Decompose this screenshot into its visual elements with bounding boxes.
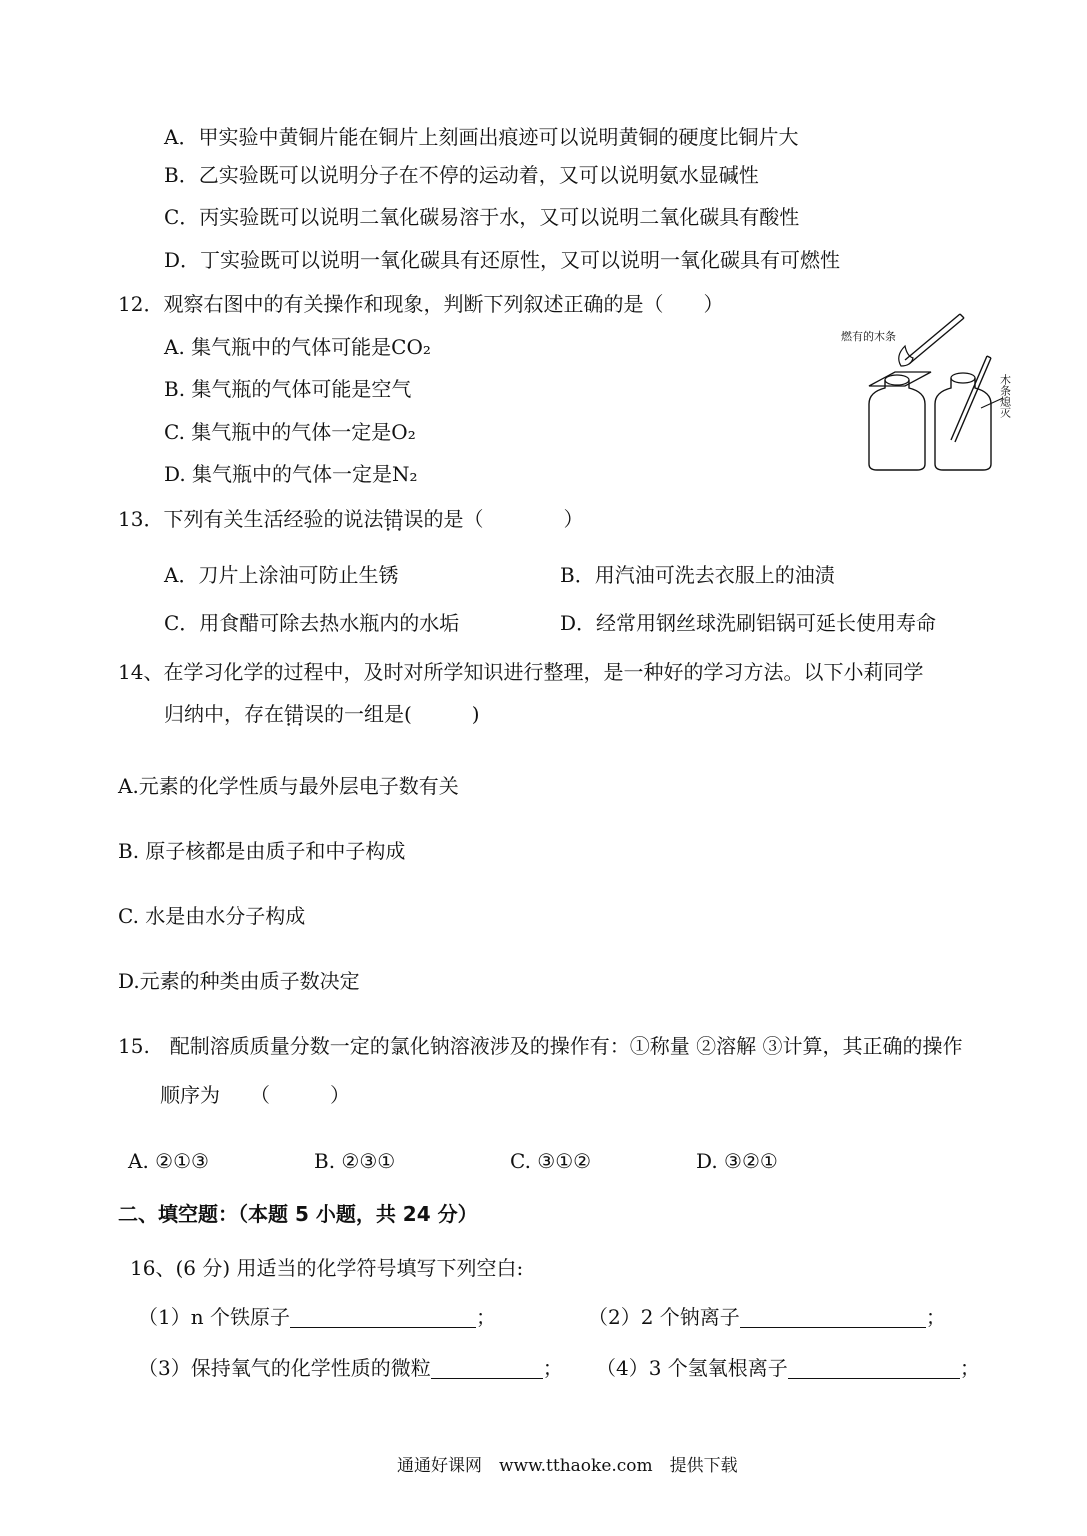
q12-option-b: B. 集气瓶的气体可能是空气	[164, 377, 412, 401]
q14-stem-line2	[164, 702, 480, 726]
q14-stem-after: 的一组是( )	[324, 702, 480, 726]
q16-item-3-label: （3）保持氧气的化学性质的微粒	[138, 1356, 431, 1380]
q11-option-b: B．乙实验既可以说明分子在不停的运动着，又可以说明氨水显碱性	[164, 163, 759, 187]
q15-option-a: A. ②①③	[128, 1149, 209, 1173]
q16-blank-3[interactable]	[431, 1358, 543, 1379]
q16-item-1	[138, 1305, 496, 1329]
q16-sep-2: ；	[925, 1305, 946, 1329]
q13-option-d: D．经常用钢丝球洗刷铝锅可延长使用寿命	[560, 611, 937, 635]
q16-item-4-label: （4）3 个氢氧根离子	[596, 1356, 788, 1380]
q13-stem-after: 的是（ ）	[423, 507, 584, 531]
q16-stem: 16、(6 分) 用适当的化学符号填写下列空白:	[130, 1256, 524, 1280]
q12-option-d: D. 集气瓶中的气体一定是N₂	[164, 462, 418, 486]
q14-option-c: C. 水是由水分子构成	[118, 904, 306, 928]
q14-stem-before: 归纳中，存在	[164, 702, 284, 726]
q15-option-d: D. ③②①	[696, 1149, 778, 1173]
q11-option-d: D．丁实验既可以说明一氧化碳具有还原性，又可以说明一氧化碳具有可燃性	[164, 248, 841, 272]
q13-stem-before: 13．下列有关生活经验的说法	[118, 507, 384, 531]
q14-option-b: B. 原子核都是由质子和中子构成	[118, 839, 406, 863]
q13-option-c: C．用食醋可除去热水瓶内的水垢	[164, 611, 460, 635]
q16-sep-4: ；	[959, 1356, 980, 1380]
q16-blank-2[interactable]	[740, 1307, 926, 1328]
q11-option-a: A．甲实验中黄铜片能在铜片上刻画出痕迹可以说明黄铜的硬度比铜片大	[164, 125, 799, 149]
q16-blank-4[interactable]	[788, 1358, 960, 1379]
gas-bottle-figure	[835, 308, 1030, 480]
page-footer: 通通好课网 www.tthaoke.com 提供下载	[397, 1456, 738, 1476]
q13-stem-emphasis: 错误 ••	[383, 507, 423, 531]
q15-stem-line1: 15. 配制溶质质量分数一定的氯化钠溶液涉及的操作有：①称量 ②溶解 ③计算，其正确的操作	[118, 1034, 963, 1058]
q13-option-a: A．刀片上涂油可防止生锈	[164, 563, 399, 587]
q16-sep-1: ；	[475, 1305, 496, 1329]
section-2-title: 二、填空题：（本题 5 小题，共 24 分）	[118, 1202, 478, 1226]
q14-option-d: D.元素的种类由质子数决定	[118, 969, 360, 993]
q12-option-c: C. 集气瓶中的气体一定是O₂	[164, 420, 416, 444]
q16-item-1-label: （1）n 个铁原子	[138, 1305, 290, 1329]
figure-label-right: 木条熄灭	[998, 374, 1012, 418]
q15-option-c: C. ③①②	[510, 1149, 592, 1173]
q15-option-b: B. ②③①	[314, 1149, 396, 1173]
q16-item-4	[596, 1356, 980, 1380]
figure-label-left: 燃有的木条	[841, 330, 896, 343]
q15-stem-line2: 顺序为 （ ）	[160, 1083, 350, 1107]
q16-item-2	[588, 1305, 946, 1329]
q12-stem: 12．观察右图中的有关操作和现象，判断下列叙述正确的是（ ）	[118, 292, 724, 316]
q11-option-c: C．丙实验既可以说明二氧化碳易溶于水，又可以说明二氧化碳具有酸性	[164, 205, 800, 229]
q14-stem-emphasis: 错误 ••	[284, 702, 324, 726]
q13-option-b: B．用汽油可洗去衣服上的油渍	[560, 563, 835, 587]
q16-blank-1[interactable]	[290, 1307, 476, 1328]
q12-option-a: A. 集气瓶中的气体可能是CO₂	[164, 335, 431, 359]
q16-item-3	[138, 1356, 563, 1380]
q14-option-a: A.元素的化学性质与最外层电子数有关	[118, 774, 459, 798]
q13-stem	[118, 507, 583, 531]
q14-stem-line1: 14、在学习化学的过程中，及时对所学知识进行整理，是一种好的学习方法。以下小莉同学	[118, 660, 924, 684]
q16-item-2-label: （2）2 个钠离子	[588, 1305, 740, 1329]
q16-sep-3: ；	[542, 1356, 563, 1380]
